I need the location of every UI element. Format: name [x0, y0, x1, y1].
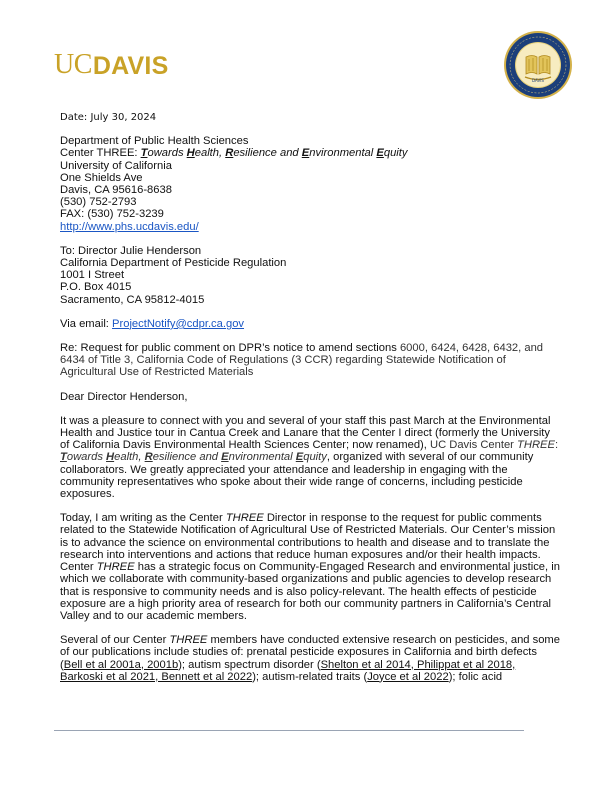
- university-seal-icon: [503, 30, 573, 100]
- recipient-po-box: P.O. Box 4015: [60, 281, 132, 294]
- paragraph-2: Today, I am writing as the Center THREE Director in response to the request for public comments related to the Statewide Notification of Agricultural Use of Restricted Materials. Our Center’s mission is to advance the science on environmental contributions to health and disease and to translate the research into interventions and actions that reduce human exposures and/or their health impacts. Center THREE has a strategic focus on Community-Engaged Research and environmental justice, in which we collaborate with community-based organizations and public agencies to develop research that is responsive to community needs and is also policy-relevant. The health effects of pesticide exposure are a high priority area of research for both our community partners in California’s Central Valley and to our academic members.: [60, 512, 560, 622]
- paragraph-1: It was a pleasure to connect with you and several of your staff this past March at the Environmental Health and Justice tour in Cantua Creek and Lanare that the Center I direct (formerly the University of California Davis Environmental Health Sciences Center; now renamed), UC Davis Center THREE: Towards Health, Resilience and Environmental Equity, organized with several of our community collaborators. We greatly appreciated your attendance and leadership in engaging with the community representatives who spoke about their wide range of concerns, including pesticide exposures.: [60, 414, 559, 501]
- subject-line: Re: Request for public comment on DPR’s notice to amend sections 6000, 6424, 6428, 6432, and 6434 of Title 3, California Code of Regulations (3 CCR) regarding Statewide Notification of Agricultural Use of Restricted Materials: [60, 342, 544, 379]
- sender-center-name: Center THREE: Towards Health, Resilience and Environmental Equity: [60, 147, 408, 160]
- logo-uc-text: UC: [54, 49, 92, 80]
- via-email-line: Via email: ProjectNotify@cdpr.ca.gov: [60, 317, 245, 330]
- sender-fax: FAX: (530) 752-3239: [60, 208, 164, 221]
- reference-bell[interactable]: Bell et al 2001a, 2001b: [63, 658, 179, 671]
- salutation: Dear Director Henderson,: [60, 390, 188, 403]
- uc-davis-logo: [54, 49, 169, 80]
- sender-address: [60, 135, 560, 233]
- sender-department: Department of Public Health Sciences: [60, 135, 249, 148]
- letter-date: Date: July 30, 2024: [60, 112, 157, 123]
- recipient-city: Sacramento, CA 95812-4015: [60, 293, 205, 306]
- reference-autism-studies[interactable]: Shelton et al 2014, Philippat et al 2018, Barkoski et al 2021, Bennett et al 2022: [60, 658, 516, 683]
- sender-street: One Shields Ave: [60, 171, 143, 184]
- footer-divider: [54, 730, 524, 731]
- sender-website-link[interactable]: http://www.phs.ucdavis.edu/: [60, 220, 199, 233]
- sender-university: University of California: [60, 159, 172, 172]
- recipient-street: 1001 I Street: [60, 269, 125, 282]
- reference-joyce[interactable]: Joyce et al 2022: [367, 670, 449, 683]
- sender-phone: (530) 752-2793: [60, 196, 137, 209]
- recipient-to: To: Director Julie Henderson: [60, 244, 202, 257]
- logo-davis-text: DAVIS: [92, 52, 169, 80]
- letter-body: [60, 112, 560, 695]
- sender-city: Davis, CA 95616-8638: [60, 184, 172, 197]
- recipient-org: California Department of Pesticide Regulation: [60, 257, 287, 270]
- notice-title: Notification of Agricultural Use of Restricted Materials: [180, 524, 445, 537]
- paragraph-3: Several of our Center THREE members have conducted extensive research on pesticides, and some of our publications include studies of: prenatal pesticide exposures in California and birth defects (Bell et al 2001a, 2001b); autism spectrum disorder (Shelton et al 2014, Philippat et al 2018, Barkoski et al 2021, Bennett et al 2022); autism-related traits (Joyce et al 2022); folic acid: [60, 634, 560, 683]
- svg-text:DAVIS: DAVIS: [532, 78, 544, 83]
- recipient-address: [60, 245, 560, 306]
- email-link[interactable]: ProjectNotify@cdpr.ca.gov: [112, 317, 245, 330]
